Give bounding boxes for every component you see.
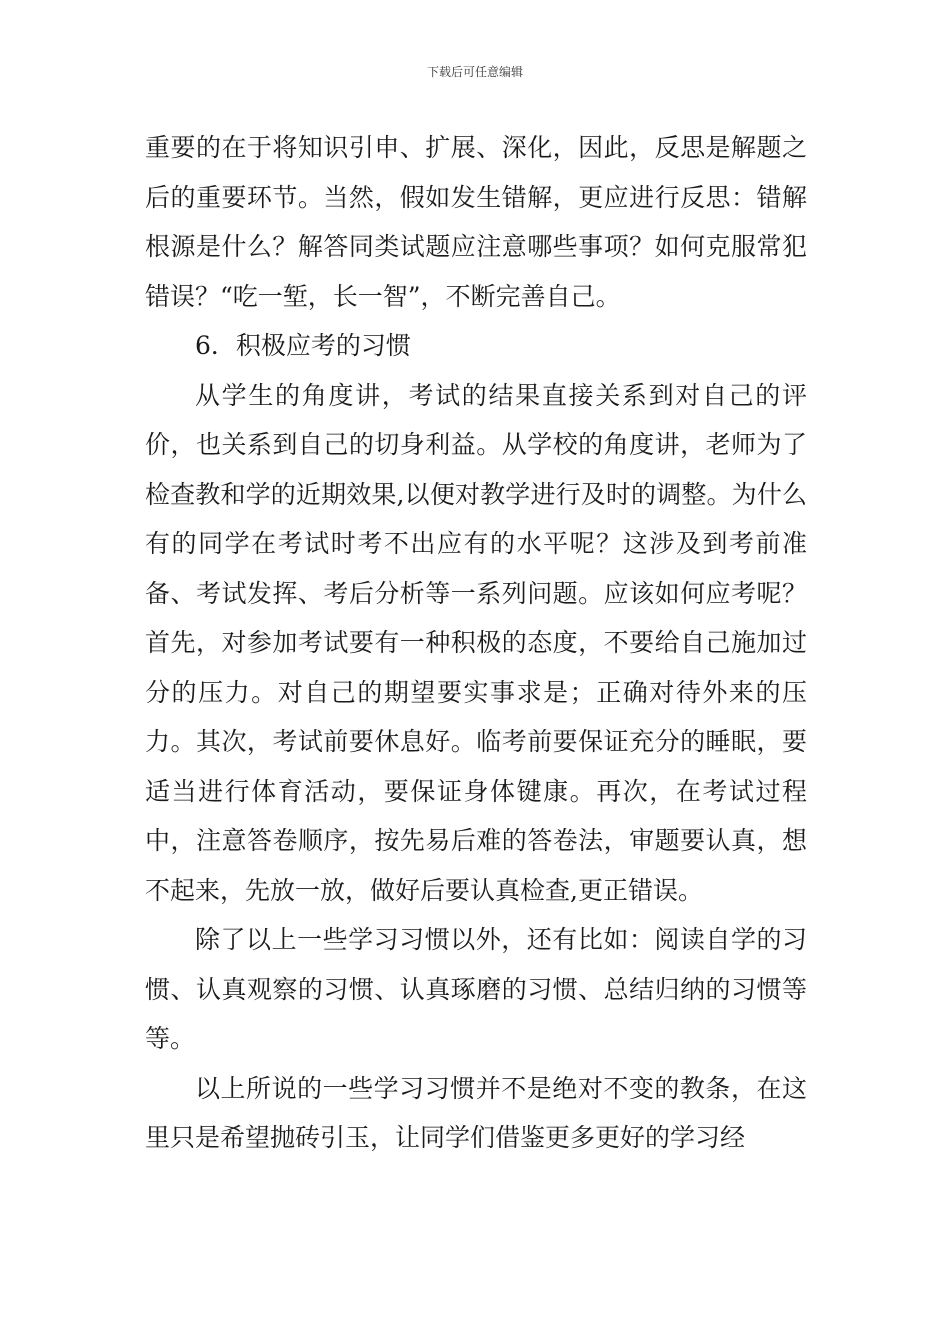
paragraph-reflection: 重要的在于将知识引申、扩展、深化，因此，反思是解题之后的重要环节。当然，假如发生错解，更应进行反思：错解根源是什么？解答同类试题应注意哪些事项？如何克服常犯错误？“吃一堑，长一智”，不断完善自己。 (145, 133, 807, 311)
paragraph-exam-habits: 从学生的角度讲，考试的结果直接关系到对自己的评价，也关系到自己的切身利益。从学校的角度讲，老师为了检查教和学的近期效果,以便对教学进行及时的调整。为什么有的同学在考试时考不出应有的水平呢？这涉及到考前准备、考试发挥、考后分析等一系列问题。应该如何应考呢？首先，对参加考试要有一种积极的态度，不要给自己施加过分的压力。对自己的期望要实事求是；正确对待外来的压力。其次，考试前要休息好。临考前要保证充分的睡眠，要适当进行体育活动，要保证身体键康。再次，在考试过程中，注意答卷顺序，按先易后难的答卷法，审题要认真，想不起来，先放一放，做好后要认真检查,更正错误。 (145, 380, 807, 905)
paragraph-other-habits: 除了以上一些学习习惯以外，还有比如：阅读自学的习惯、认真观察的习惯、认真琢磨的习惯、总结归纳的习惯等等。 (145, 925, 807, 1053)
document-body (145, 123, 807, 1163)
section-heading-exam-habits: 6．积极应考的习惯 (195, 331, 411, 360)
page-header: 下载后可任意编辑 (426, 65, 523, 79)
paragraph-conclusion: 以上所说的一些学习习惯并不是绝对不变的教条，在这里只是希望抛砖引玉，让同学们借鉴更多更好的学习经 (145, 1073, 807, 1152)
